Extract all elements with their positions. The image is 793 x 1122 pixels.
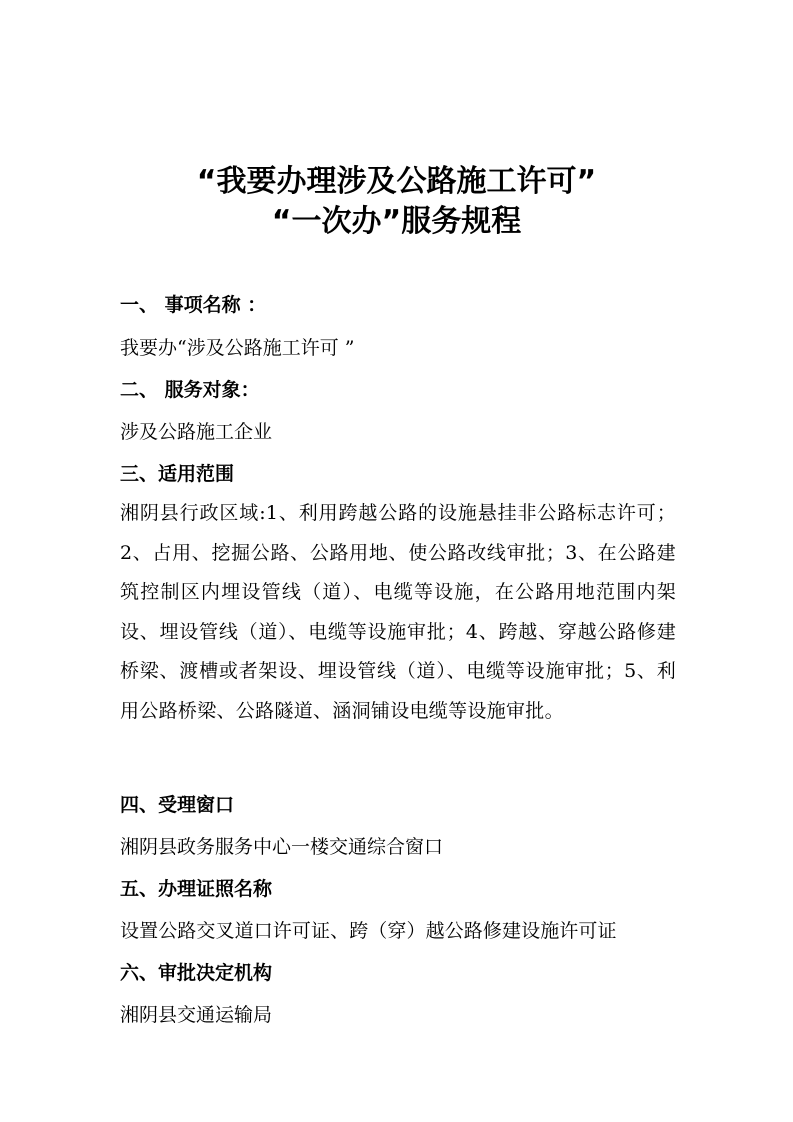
section-service-target-content xyxy=(120,419,680,445)
section-content: 我要办“涉及公路施工许可 ” xyxy=(120,337,355,359)
section-heading: 三、适用范围 xyxy=(120,463,235,485)
document-title-line-1: “我要办理涉及公路施工许可” xyxy=(196,164,597,199)
section-heading: 一、 事项名称 ： xyxy=(120,294,267,316)
section-content: 涉及公路施工企业 xyxy=(120,421,273,443)
section-heading: 四、受理窗口 xyxy=(120,794,235,816)
section-heading: 二、 服务对象： xyxy=(120,379,260,401)
section-approval-authority xyxy=(120,960,680,986)
section-window xyxy=(120,792,680,818)
section-item-name-content xyxy=(120,335,680,361)
section-paragraph: 湘阴县行政区域:1、利用跨越公路的设施悬挂非公路标志许可；2、占用、挖掘公路、公路用地、使公路改线审批；3、在公路建筑控制区内埋设管线（道）、电缆等设施，在公路用地范围内架设、埋设管线（道）、电缆等设施审批；4、跨越、穿越公路修建桥梁、渡槽或者架设、埋设管线（道）、电缆等设施审批；5、利用公路桥梁、公路隧道、涵洞铺设电缆等设施审批。 xyxy=(120,502,676,722)
section-scope-content xyxy=(120,494,680,731)
section-scope xyxy=(120,461,680,487)
section-content: 湘阴县政务服务中心一楼交通综合窗口 xyxy=(120,836,444,858)
section-window-content xyxy=(120,834,680,860)
section-heading: 五、办理证照名称 xyxy=(120,878,273,900)
section-service-target xyxy=(120,377,680,403)
document-title-line-2: “一次办”服务规程 xyxy=(271,204,522,239)
section-item-name xyxy=(120,292,680,318)
section-heading: 六、审批决定机构 xyxy=(120,962,273,984)
section-license-name-content xyxy=(120,918,680,944)
section-content: 设置公路交叉道口许可证、跨（穿）越公路修建设施许可证 xyxy=(120,920,617,942)
section-approval-authority-content xyxy=(120,1002,680,1028)
section-license-name xyxy=(120,876,680,902)
section-content: 湘阴县交通运输局 xyxy=(120,1004,273,1026)
